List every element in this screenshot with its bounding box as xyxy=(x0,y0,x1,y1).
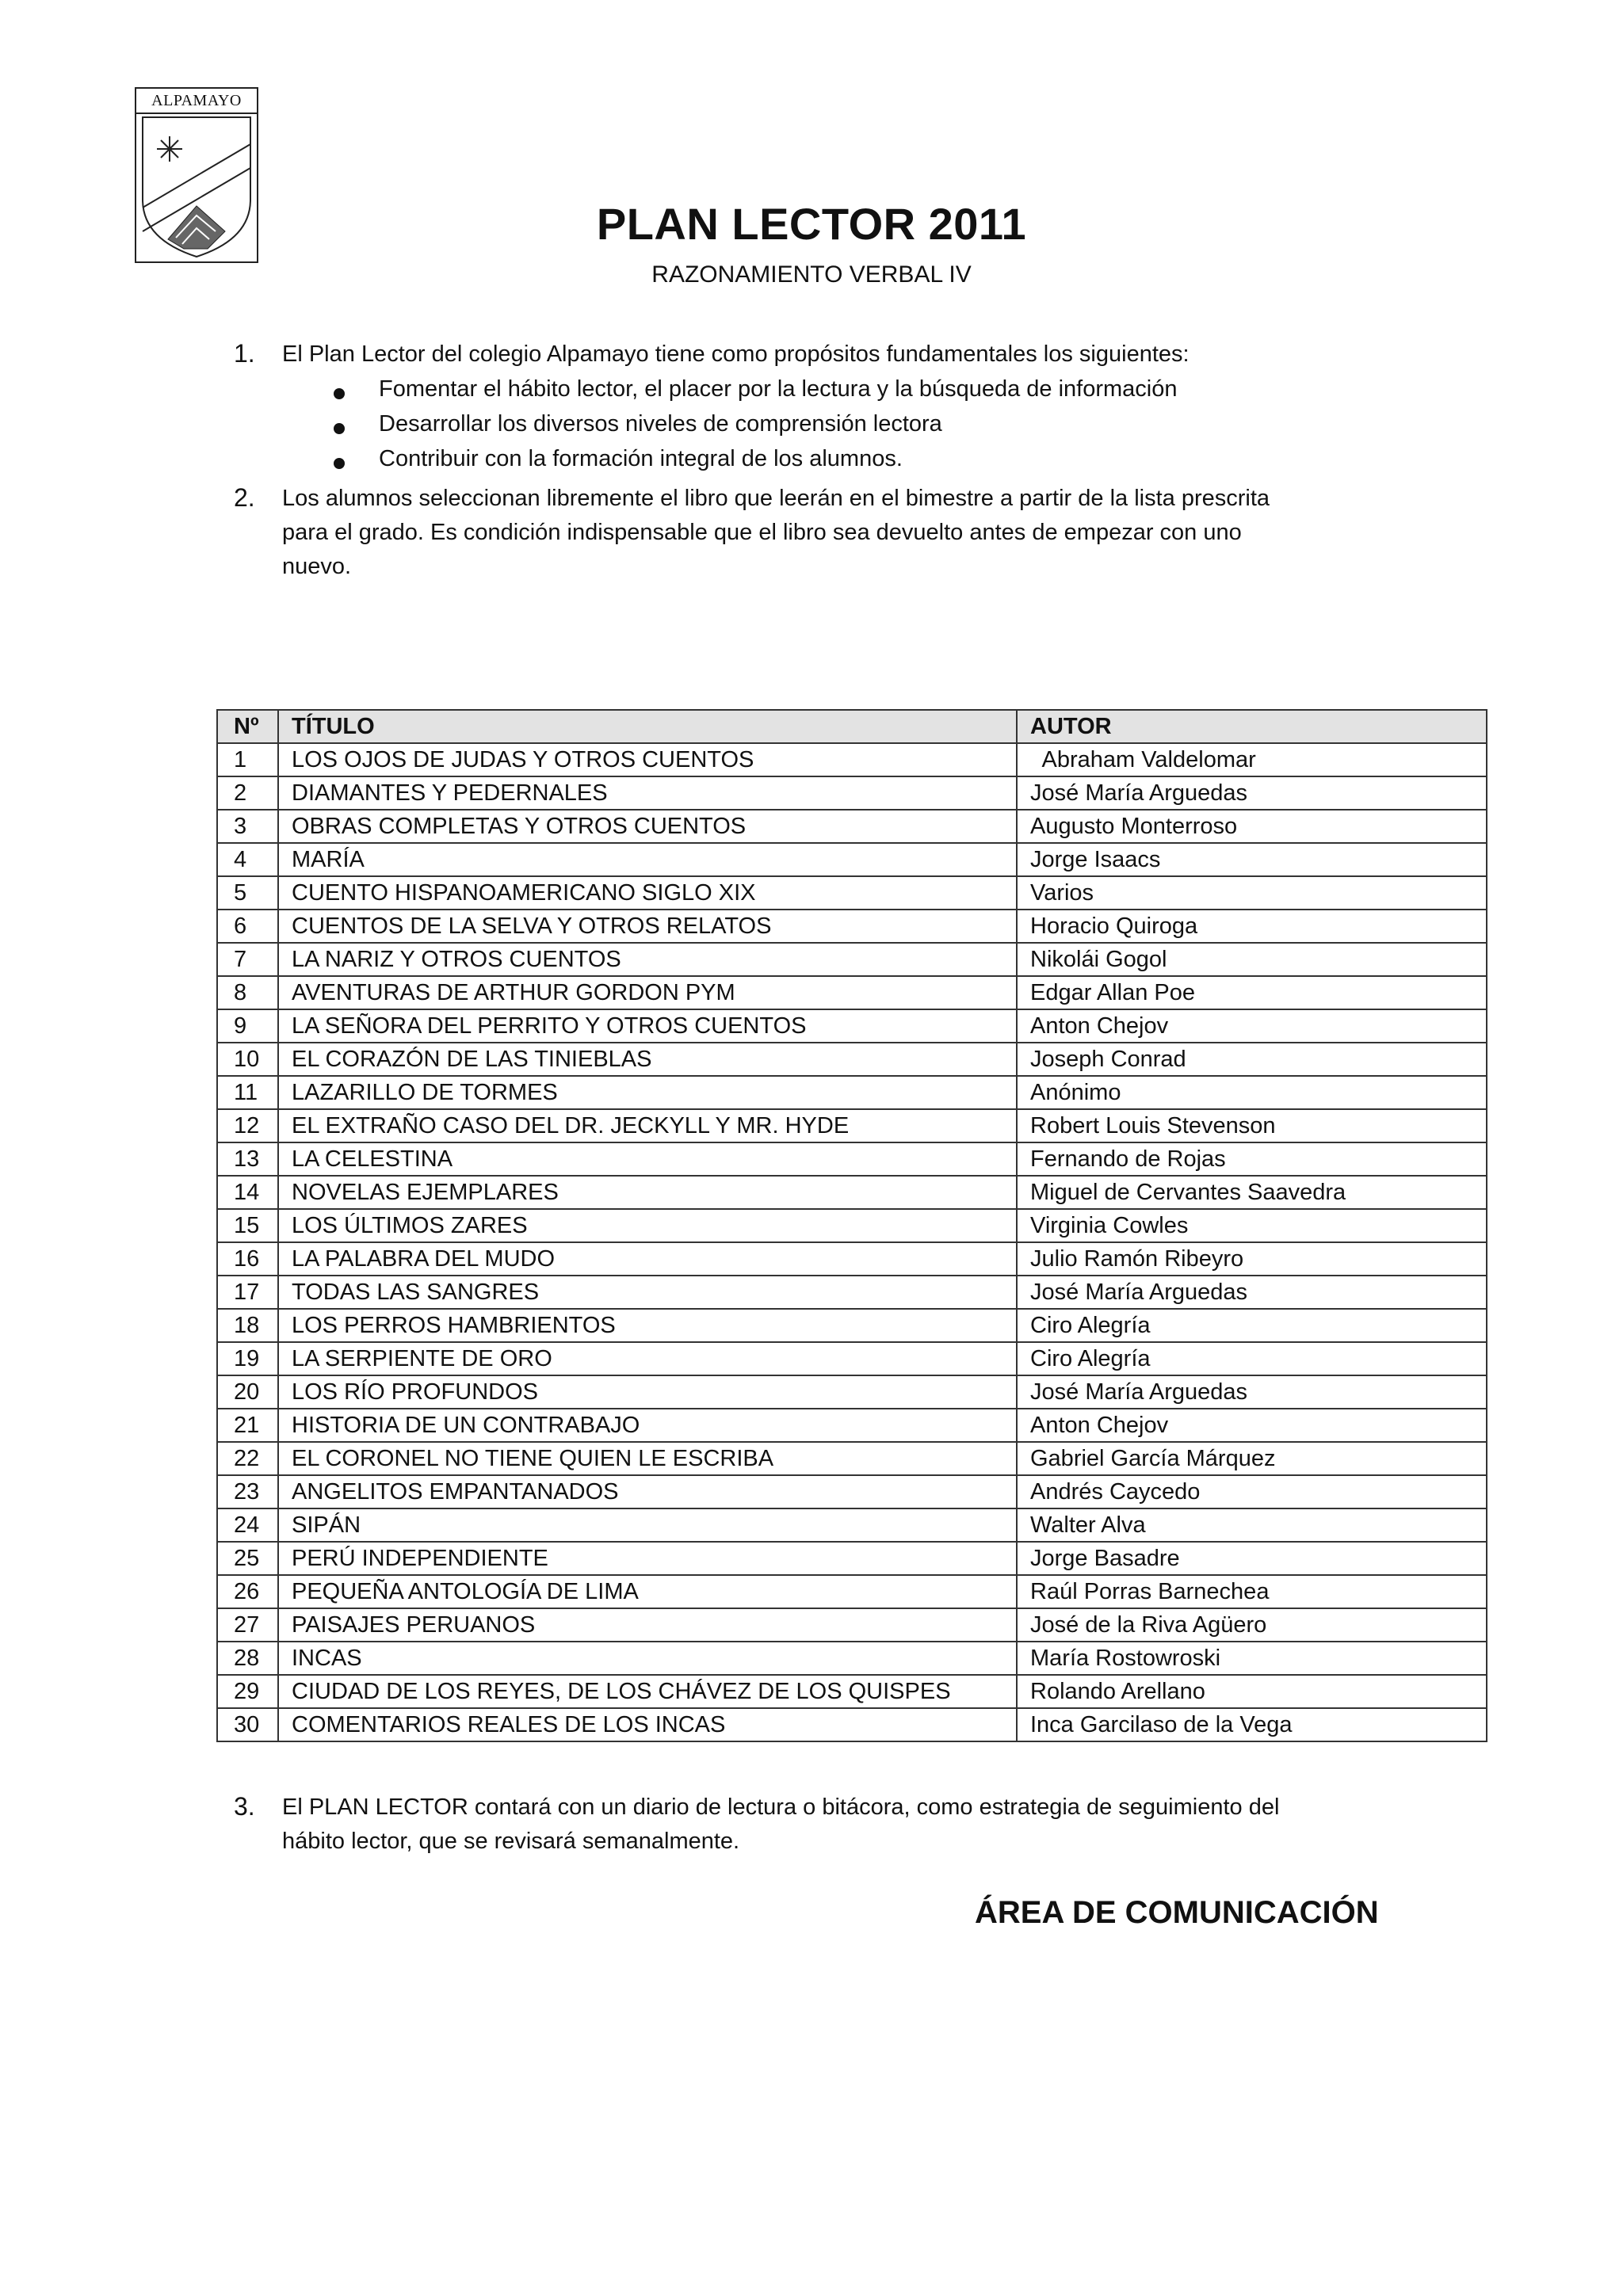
table-row xyxy=(217,1142,1487,1176)
table-row xyxy=(217,943,1487,976)
book-title: ANGELITOS EMPANTANADOS xyxy=(278,1475,1017,1508)
book-author: José María Arguedas xyxy=(1017,776,1487,810)
table-row xyxy=(217,876,1487,910)
row-number: 29 xyxy=(217,1675,278,1708)
book-author: Edgar Allan Poe xyxy=(1017,976,1487,1009)
book-title: LOS ÚLTIMOS ZARES xyxy=(278,1209,1017,1242)
book-title: INCAS xyxy=(278,1642,1017,1675)
book-title: TODAS LAS SANGRES xyxy=(278,1276,1017,1309)
book-title: EL CORONEL NO TIENE QUIEN LE ESCRIBA xyxy=(278,1442,1017,1475)
book-author: Anton Chejov xyxy=(1017,1009,1487,1043)
book-title: PEQUEÑA ANTOLOGÍA DE LIMA xyxy=(278,1575,1017,1608)
book-author: José María Arguedas xyxy=(1017,1375,1487,1409)
table-row xyxy=(217,1043,1487,1076)
item-1-number: 1. xyxy=(234,339,255,368)
table-header-row xyxy=(217,710,1487,743)
row-number: 23 xyxy=(217,1475,278,1508)
table-body xyxy=(217,743,1487,1741)
table-row xyxy=(217,1109,1487,1142)
row-number: 21 xyxy=(217,1409,278,1442)
book-author: Andrés Caycedo xyxy=(1017,1475,1487,1508)
book-title: AVENTURAS DE ARTHUR GORDON PYM xyxy=(278,976,1017,1009)
book-title: LA SEÑORA DEL PERRITO Y OTROS CUENTOS xyxy=(278,1009,1017,1043)
header-number: Nº xyxy=(217,710,278,743)
row-number: 22 xyxy=(217,1442,278,1475)
row-number: 27 xyxy=(217,1608,278,1642)
book-author: José de la Riva Agüero xyxy=(1017,1608,1487,1642)
bullet-icon xyxy=(334,423,345,434)
row-number: 24 xyxy=(217,1508,278,1542)
row-number: 30 xyxy=(217,1708,278,1741)
book-author: Augusto Monterroso xyxy=(1017,810,1487,843)
item-1-bullet-1: Fomentar el hábito lector, el placer por la lectura y la búsqueda de información xyxy=(379,376,1178,402)
row-number: 12 xyxy=(217,1109,278,1142)
row-number: 4 xyxy=(217,843,278,876)
book-title: LA CELESTINA xyxy=(278,1142,1017,1176)
row-number: 15 xyxy=(217,1209,278,1242)
row-number: 18 xyxy=(217,1309,278,1342)
book-author: Jorge Basadre xyxy=(1017,1542,1487,1575)
table-row xyxy=(217,910,1487,943)
table-row xyxy=(217,1009,1487,1043)
row-number: 3 xyxy=(217,810,278,843)
table-row xyxy=(217,1409,1487,1442)
book-title: LOS PERROS HAMBRIENTOS xyxy=(278,1309,1017,1342)
row-number: 20 xyxy=(217,1375,278,1409)
table-row xyxy=(217,1076,1487,1109)
table-row xyxy=(217,1475,1487,1508)
book-title: EL EXTRAÑO CASO DEL DR. JECKYLL Y MR. HYDE xyxy=(278,1109,1017,1142)
page-subtitle: RAZONAMIENTO VERBAL IV xyxy=(651,261,972,288)
row-number: 1 xyxy=(217,743,278,776)
table-row xyxy=(217,1542,1487,1575)
book-author: Joseph Conrad xyxy=(1017,1043,1487,1076)
table-row xyxy=(217,776,1487,810)
table-row xyxy=(217,1608,1487,1642)
book-author: Abraham Valdelomar xyxy=(1017,743,1487,776)
book-author: Virginia Cowles xyxy=(1017,1209,1487,1242)
book-title: PAISAJES PERUANOS xyxy=(278,1608,1017,1642)
header-author: AUTOR xyxy=(1017,710,1487,743)
book-author: Jorge Isaacs xyxy=(1017,843,1487,876)
table-row xyxy=(217,1575,1487,1608)
book-author: Ciro Alegría xyxy=(1017,1309,1487,1342)
row-number: 11 xyxy=(217,1076,278,1109)
book-title: MARÍA xyxy=(278,843,1017,876)
item-3-line-2: hábito lector, que se revisará semanalmente. xyxy=(282,1829,740,1854)
table-row xyxy=(217,843,1487,876)
table-row xyxy=(217,1309,1487,1342)
row-number: 19 xyxy=(217,1342,278,1375)
book-author: Gabriel García Márquez xyxy=(1017,1442,1487,1475)
table-row xyxy=(217,1442,1487,1475)
book-author: Fernando de Rojas xyxy=(1017,1142,1487,1176)
item-2-line-2: para el grado. Es condición indispensable que el libro sea devuelto antes de empezar con uno xyxy=(282,520,1242,545)
book-title: NOVELAS EJEMPLARES xyxy=(278,1176,1017,1209)
row-number: 28 xyxy=(217,1642,278,1675)
footer-area: ÁREA DE COMUNICACIÓN xyxy=(975,1895,1379,1930)
logo-text: ALPAMAYO xyxy=(136,89,257,114)
table-row xyxy=(217,1642,1487,1675)
book-author: Ciro Alegría xyxy=(1017,1342,1487,1375)
row-number: 2 xyxy=(217,776,278,810)
book-title: SIPÁN xyxy=(278,1508,1017,1542)
table-row xyxy=(217,1675,1487,1708)
book-title: OBRAS COMPLETAS Y OTROS CUENTOS xyxy=(278,810,1017,843)
book-title: CUENTOS DE LA SELVA Y OTROS RELATOS xyxy=(278,910,1017,943)
row-number: 26 xyxy=(217,1575,278,1608)
book-author: Rolando Arellano xyxy=(1017,1675,1487,1708)
book-title: LA PALABRA DEL MUDO xyxy=(278,1242,1017,1276)
table-row xyxy=(217,1708,1487,1741)
item-2-number: 2. xyxy=(234,483,255,512)
row-number: 16 xyxy=(217,1242,278,1276)
book-title: HISTORIA DE UN CONTRABAJO xyxy=(278,1409,1017,1442)
table-row xyxy=(217,1209,1487,1242)
book-author: Inca Garcilaso de la Vega xyxy=(1017,1708,1487,1741)
table-row xyxy=(217,1276,1487,1309)
table-row xyxy=(217,1342,1487,1375)
page-title: PLAN LECTOR 2011 xyxy=(596,199,1027,249)
item-2-line-1: Los alumnos seleccionan libremente el libro que leerán en el bimestre a partir de la lista prescrita xyxy=(282,486,1270,511)
book-author: Robert Louis Stevenson xyxy=(1017,1109,1487,1142)
item-3-number: 3. xyxy=(234,1792,255,1821)
row-number: 9 xyxy=(217,1009,278,1043)
row-number: 8 xyxy=(217,976,278,1009)
book-title: LOS OJOS DE JUDAS Y OTROS CUENTOS xyxy=(278,743,1017,776)
book-author: Varios xyxy=(1017,876,1487,910)
row-number: 7 xyxy=(217,943,278,976)
book-author: Raúl Porras Barnechea xyxy=(1017,1575,1487,1608)
row-number: 25 xyxy=(217,1542,278,1575)
item-1-bullet-2: Desarrollar los diversos niveles de comprensión lectora xyxy=(379,411,942,437)
book-title: DIAMANTES Y PEDERNALES xyxy=(278,776,1017,810)
reading-list-table xyxy=(216,709,1487,1742)
book-author: Anton Chejov xyxy=(1017,1409,1487,1442)
book-author: Anónimo xyxy=(1017,1076,1487,1109)
row-number: 14 xyxy=(217,1176,278,1209)
table-row xyxy=(217,1242,1487,1276)
item-2-line-3: nuevo. xyxy=(282,554,352,579)
book-title: LA SERPIENTE DE ORO xyxy=(278,1342,1017,1375)
table-row xyxy=(217,743,1487,776)
item-3-line-1: El PLAN LECTOR contará con un diario de lectura o bitácora, como estrategia de seguimiento del xyxy=(282,1794,1280,1820)
book-title: LOS RÍO PROFUNDOS xyxy=(278,1375,1017,1409)
item-1-text: El Plan Lector del colegio Alpamayo tiene como propósitos fundamentales los siguientes: xyxy=(282,341,1190,367)
book-author: Julio Ramón Ribeyro xyxy=(1017,1242,1487,1276)
row-number: 13 xyxy=(217,1142,278,1176)
book-author: Horacio Quiroga xyxy=(1017,910,1487,943)
book-title: COMENTARIOS REALES DE LOS INCAS xyxy=(278,1708,1017,1741)
item-1-bullet-3: Contribuir con la formación integral de los alumnos. xyxy=(379,446,903,471)
row-number: 10 xyxy=(217,1043,278,1076)
table-row xyxy=(217,810,1487,843)
row-number: 6 xyxy=(217,910,278,943)
book-author: José María Arguedas xyxy=(1017,1276,1487,1309)
book-title: PERÚ INDEPENDIENTE xyxy=(278,1542,1017,1575)
bullet-icon xyxy=(334,388,345,399)
book-title: LA NARIZ Y OTROS CUENTOS xyxy=(278,943,1017,976)
table-row xyxy=(217,1176,1487,1209)
table-row xyxy=(217,1375,1487,1409)
book-author: Miguel de Cervantes Saavedra xyxy=(1017,1176,1487,1209)
book-title: CUENTO HISPANOAMERICANO SIGLO XIX xyxy=(278,876,1017,910)
book-author: Walter Alva xyxy=(1017,1508,1487,1542)
book-author: María Rostowroski xyxy=(1017,1642,1487,1675)
book-title: CIUDAD DE LOS REYES, DE LOS CHÁVEZ DE LOS QUISPES xyxy=(278,1675,1017,1708)
bullet-icon xyxy=(334,458,345,469)
table-row xyxy=(217,1508,1487,1542)
book-title: LAZARILLO DE TORMES xyxy=(278,1076,1017,1109)
book-author: Nikolái Gogol xyxy=(1017,943,1487,976)
header-title: TÍTULO xyxy=(278,710,1017,743)
row-number: 5 xyxy=(217,876,278,910)
row-number: 17 xyxy=(217,1276,278,1309)
book-title: EL CORAZÓN DE LAS TINIEBLAS xyxy=(278,1043,1017,1076)
table-row xyxy=(217,976,1487,1009)
